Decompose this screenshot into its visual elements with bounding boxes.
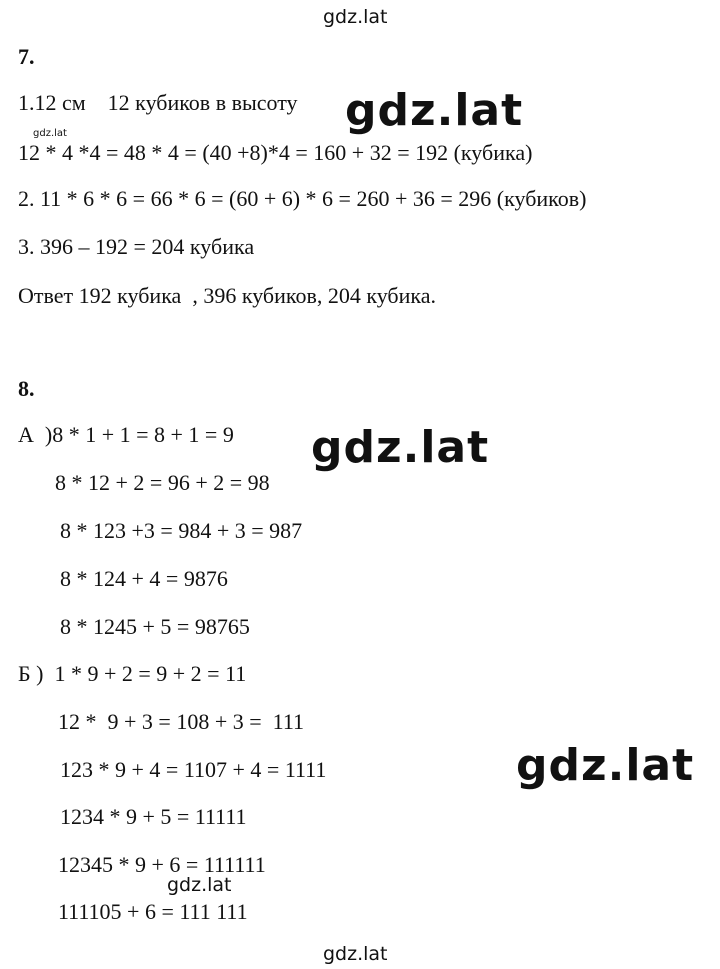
task-8-b-line-3: 123 * 9 + 4 = 1107 + 4 = 1111 bbox=[60, 757, 327, 782]
task-7-number: 7. bbox=[18, 44, 35, 69]
watermark-tiny: gdz.lat bbox=[33, 128, 67, 139]
task-7-answer: Ответ 192 кубика , 396 кубиков, 204 кубика. bbox=[18, 283, 436, 308]
task-7-line-3: 2. 11 * 6 * 6 = 66 * 6 = (60 + 6) * 6 = 260 + 36 = 296 (кубиков) bbox=[18, 186, 587, 211]
task-7-line-4: 3. 396 – 192 = 204 кубика bbox=[18, 234, 255, 259]
task-8-b-line-1: Б ) 1 * 9 + 2 = 9 + 2 = 11 bbox=[18, 661, 247, 686]
watermark-top: gdz.lat bbox=[323, 6, 388, 28]
watermark-large-2: gdz.lat bbox=[311, 422, 490, 473]
watermark-mid-small: gdz.lat bbox=[167, 874, 232, 896]
watermark-large-3: gdz.lat bbox=[516, 740, 695, 791]
watermark-bottom: gdz.lat bbox=[323, 943, 388, 965]
task-8-number: 8. bbox=[18, 376, 35, 401]
task-8-a-line-5: 8 * 1245 + 5 = 98765 bbox=[60, 614, 250, 639]
task-7-line-1: 1.12 см 12 кубиков в высоту bbox=[18, 90, 298, 115]
task-8-b-line-5: 12345 * 9 + 6 = 111111 bbox=[58, 852, 266, 877]
task-8-a-line-2: 8 * 12 + 2 = 96 + 2 = 98 bbox=[55, 470, 270, 495]
watermark-large-1: gdz.lat bbox=[345, 85, 524, 136]
task-7-line-2: 12 * 4 *4 = 48 * 4 = (40 +8)*4 = 160 + 32 = 192 (кубика) bbox=[18, 140, 533, 165]
task-8-a-line-1: А )8 * 1 + 1 = 8 + 1 = 9 bbox=[18, 422, 234, 447]
task-8-b-line-2: 12 * 9 + 3 = 108 + 3 = 111 bbox=[58, 709, 304, 734]
task-8-a-line-4: 8 * 124 + 4 = 9876 bbox=[60, 566, 228, 591]
task-8-b-line-4: 1234 * 9 + 5 = 11111 bbox=[60, 804, 247, 829]
task-8-a-line-3: 8 * 123 +3 = 984 + 3 = 987 bbox=[60, 518, 303, 543]
task-8-b-line-6: 111105 + 6 = 111 111 bbox=[58, 899, 248, 924]
